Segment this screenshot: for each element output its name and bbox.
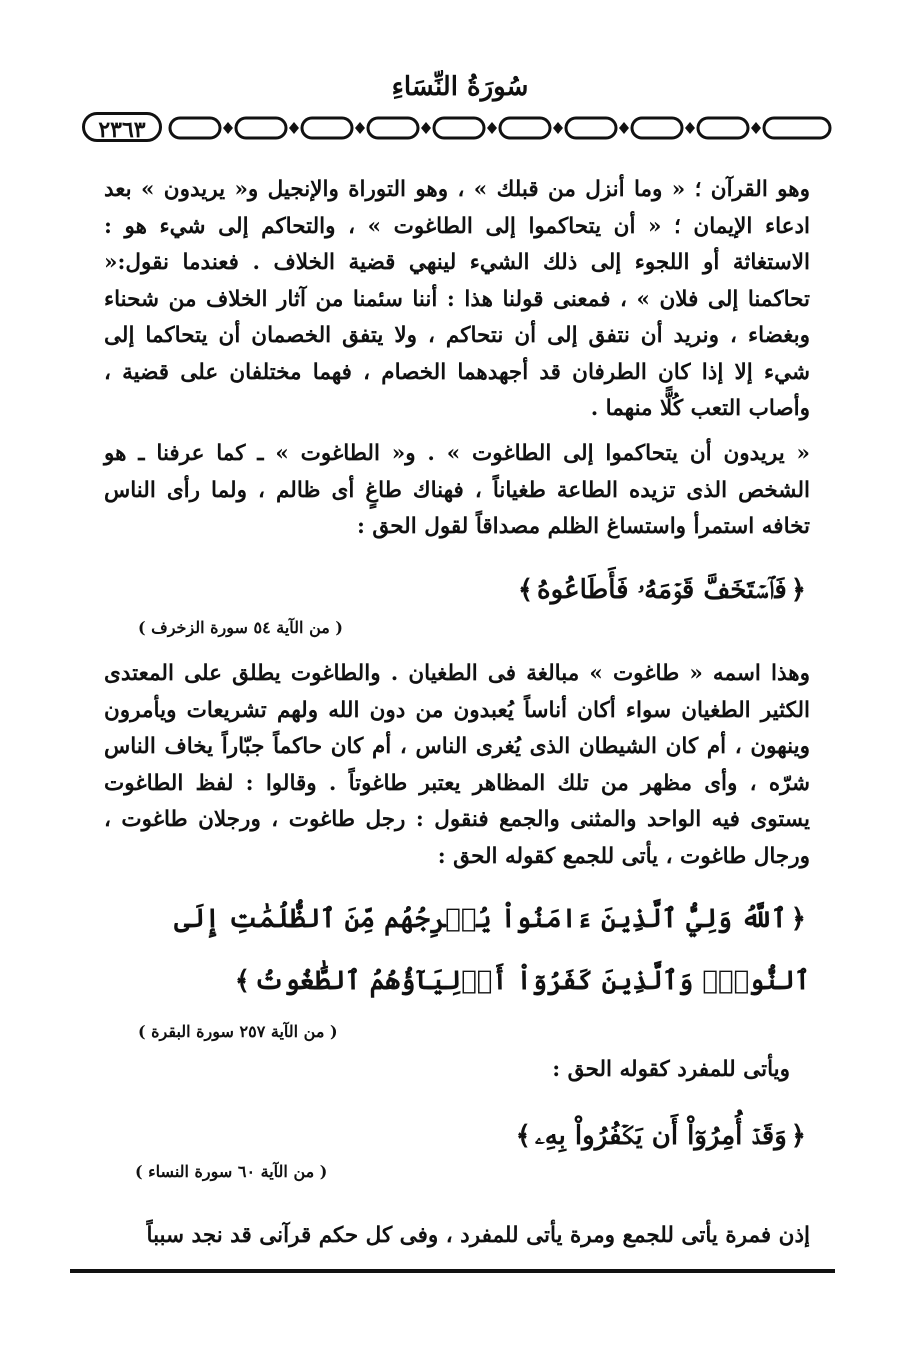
paragraph-4: ويأتى للمفرد كقوله الحق : [552,1057,790,1082]
quran-verse-1 [104,560,810,620]
verse-reference-3: ( من الآية ٦٠ سورة النساء ) [135,1162,328,1181]
quran-verse-3 [104,1106,810,1166]
paragraph-5: إذن فمرة يأتى للجمع ومرة يأتى للمفرد ، وفى كل حكم قرآنى قد نجد سبباً [146,1223,810,1248]
verse-ornament-open: ﴿ [790,1121,806,1151]
verse-text: فَٱسۡتَخَفَّ قَوۡمَهُۥ فَأَطَاعُوهُ [537,575,787,605]
paragraph-3: وهذا اسمه « طاغوت » مبالغة فى الطغيان . والطاغوت يطلق على المعتدى الكثير الطغيان سواء أكان أناساً يُعبدون من دون الله ولهم تشريعات ويأمرون وينهون ، أم كان الشيطان الذى يُغرى الناس ، أم كان حاكماً جبّاراً يخاف الناس شرّه ، وأى مظهر من تلك المظاهر يعتبر طاغوتاً . وقالوا : لفظ الطاغوت يستوى فيه الواحد والمثنى والجمع فنقول : رجل طاغوت ، ورجلان طاغوت ، ورجال طاغوت ، يأتى للجمع كقوله الحق : [104,661,810,869]
quran-verse-2 [104,888,810,1012]
surah-title: سُورَةُ النِّسَاءِ [391,72,529,102]
page-number: ٢٣٦٣ [82,112,162,142]
verse-ornament-close: ﴾ [515,1121,531,1151]
verse-ornament-close: ﴾ [517,575,534,605]
verse-ornament-close: ﴾ [234,966,250,996]
verse-text: ٱللَّهُ وَلِيُّ ٱلَّذِينَ ءَامَنُواْ يُخۡرِجُهُم مِّنَ ٱلظُّلُمَٰتِ إِلَى ٱلنُّورِۖ وَٱلَّذِينَ كَفَرُوٓاْ أَوۡلِيَآؤُهُمُ ٱلطَّٰغُوتُ [174,904,810,996]
verse-ornament-open: ﴿ [790,575,806,605]
paragraph-1: وهو القرآن ؛ « وما أنزل من قبلك » ، وهو التوراة والإنجيل و« يريدون » بعد ادعاء الإيمان ؛ « أن يتحاكموا إلى الطاغوت » ، والتحاكم إلى شيء هو : الاستغاثة أو اللجوء إلى ذلك الشيء لينهي قضية الخلاف . فعندما نقول:« تحاكمنا إلى فلان » ، فمعنى قولنا هذا : أننا سئمنا من آثار الخلاف من شحناء وبغضاء ، ونريد أن نتفق إلى أن نتحاكم ، ولا يتفق الخصمان أن يتحاكما إلى شيء إلا إذا كان الطرفان قد أجهدهما الخصام ، فهما مختلفان على قضية ، وأصاب التعب كُلًّا منهما . [104,177,810,421]
header-ornament-band [70,112,835,144]
paragraph-2: « يريدون أن يتحاكموا إلى الطاغوت » . و« الطاغوت » ـ كما عرفنا ـ هو الشخص الذى تزيده الطاعة طغياناً ، فهناك طاغٍ أى ظالم ، ولما رأى الناس تخافه استمرأ واستساغ الظلم مصداقاً لقول الحق : [104,441,810,539]
verse-text: وَقَدۡ أُمِرُوٓاْ أَن يَكۡفُرُواْ بِهِۦ [534,1121,787,1151]
verse-reference-1: ( من الآية ٥٤ سورة الزخرف ) [138,618,343,637]
verse-reference-2: ( من الآية ٢٥٧ سورة البقرة ) [138,1022,338,1041]
footer-rule [70,1269,835,1273]
verse-ornament-open: ﴿ [790,904,806,934]
